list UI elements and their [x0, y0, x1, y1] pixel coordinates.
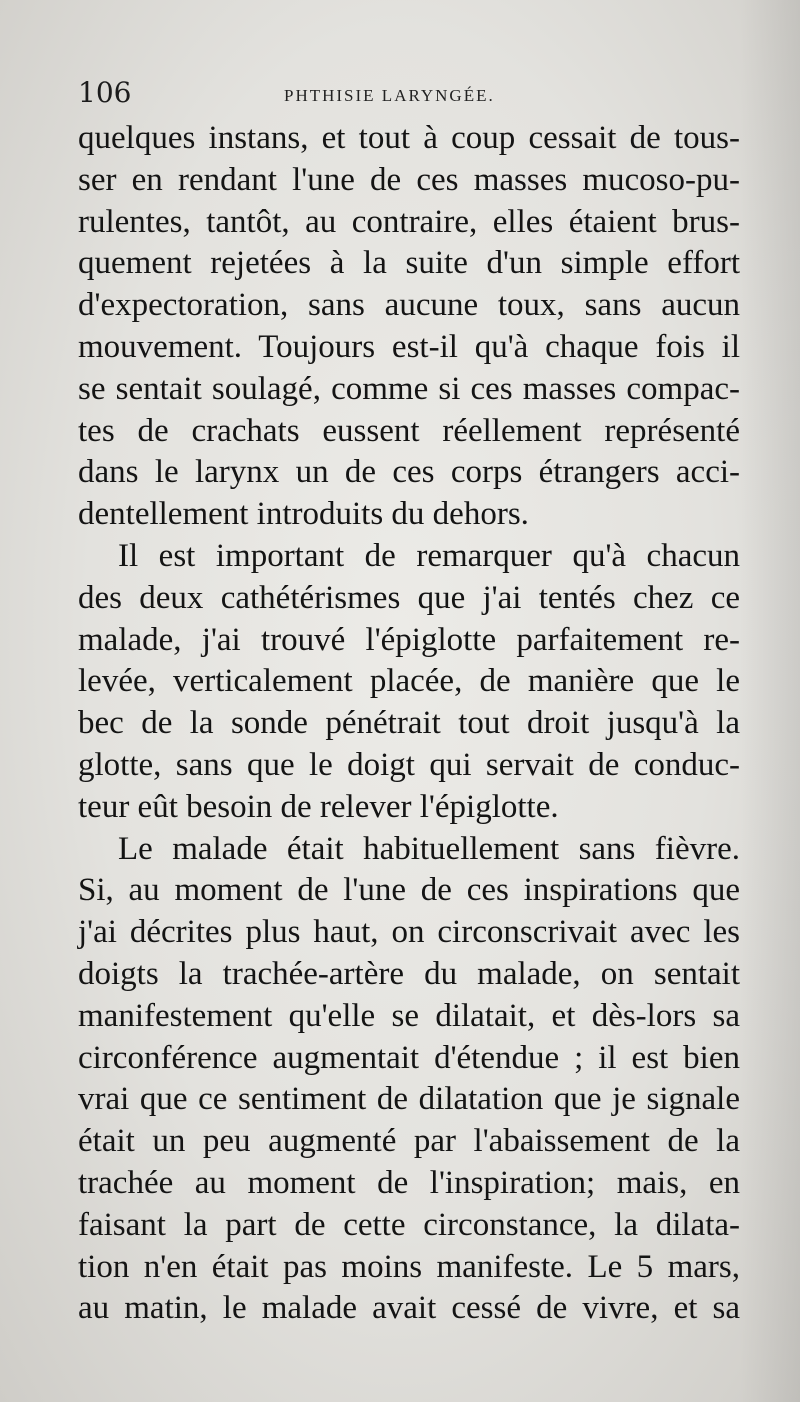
text-line: glotte, sans que le doigt qui servait de conduc-: [78, 746, 740, 783]
text-line: était un peu augmenté par l'abaissement de la: [78, 1123, 740, 1160]
text-line: quement rejetées à la suite d'un simple effort: [78, 245, 740, 282]
text-line: quelques instans, et tout à coup cessait de tous-: [78, 120, 740, 156]
text-line: dentellement introduits du dehors.: [78, 496, 529, 533]
text-line: d'expectoration, sans aucune toux, sans aucun: [78, 287, 740, 324]
text-line: tes de crachats eussent réellement représenté: [78, 412, 740, 449]
text-line: circonférence augmentait d'étendue ; il est bien: [78, 1039, 740, 1076]
text-line: j'ai décrites plus haut, on circonscrivait avec les: [78, 914, 740, 951]
text-line: vrai que ce sentiment de dilatation que je signale: [78, 1081, 740, 1118]
text-line: mouvement. Toujours est-il qu'à chaque fois il: [78, 328, 740, 365]
text-line: Le malade était habituellement sans fièvre.: [118, 830, 740, 867]
text-line: malade, j'ai trouvé l'épiglotte parfaitement re-: [78, 621, 740, 658]
body-text: [78, 118, 740, 1330]
text-line: rulentes, tantôt, au contraire, elles étaient brus-: [78, 203, 740, 240]
text-line: se sentait soulagé, comme si ces masses compac-: [78, 370, 740, 407]
text-line: des deux cathétérismes que j'ai tentés chez ce: [78, 579, 740, 616]
text-line: Si, au moment de l'une de ces inspirations que: [78, 872, 740, 909]
text-line: trachée au moment de l'inspiration; mais, en: [78, 1164, 740, 1201]
text-line: teur eût besoin de relever l'épiglotte.: [78, 788, 559, 825]
text-line: dans le larynx un de ces corps étrangers acci-: [78, 454, 740, 491]
text-line: au matin, le malade avait cessé de vivre, et sa: [78, 1290, 740, 1327]
text-line: ser en rendant l'une de ces masses mucoso-pu-: [78, 161, 740, 198]
running-head: PHTHISIE LARYNGÉE.: [284, 86, 495, 105]
text-line: Il est important de remarquer qu'à chacun: [118, 537, 740, 574]
text-line: manifestement qu'elle se dilatait, et dès-lors sa: [78, 997, 740, 1034]
text-line: bec de la sonde pénétrait tout droit jusqu'à la: [78, 705, 740, 742]
page-number: 106: [78, 76, 132, 109]
text-line: levée, verticalement placée, de manière que le: [78, 663, 740, 700]
text-line: tion n'en était pas moins manifeste. Le 5 mars,: [78, 1248, 740, 1285]
page-header: [78, 76, 738, 116]
text-line: doigts la trachée-artère du malade, on sentait: [78, 955, 740, 992]
text-line: faisant la part de cette circonstance, la dilata-: [78, 1206, 740, 1243]
